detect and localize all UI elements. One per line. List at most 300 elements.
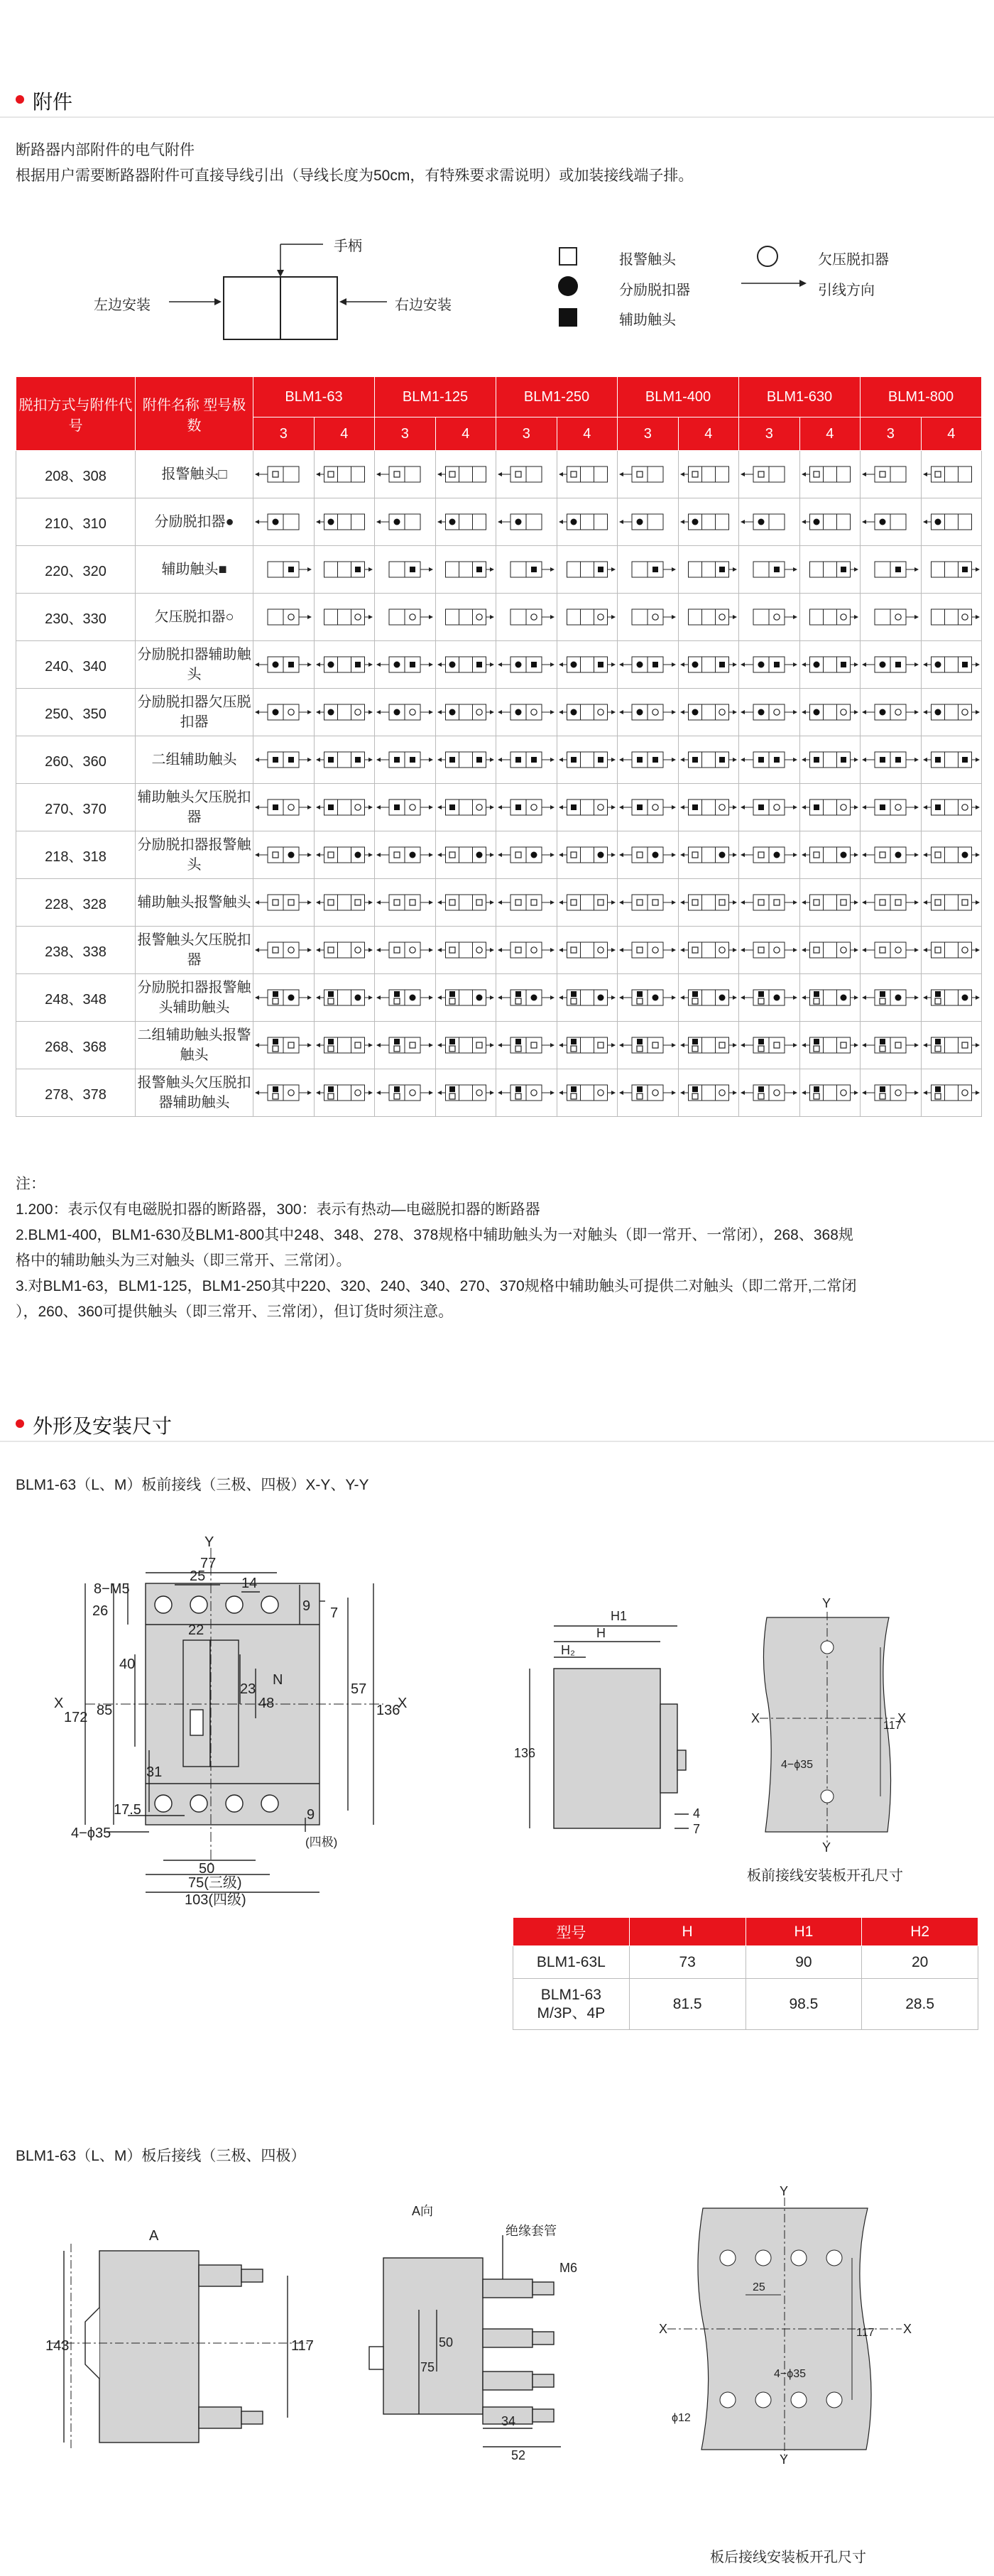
accessory-name: 分励脱扣器欠压脱扣器 xyxy=(136,689,253,736)
aux-alarm-symbol-3p xyxy=(496,879,557,927)
shunt-symbol-3p xyxy=(496,498,557,546)
shunt-under-symbol-3p xyxy=(618,689,679,736)
dim-label: Y xyxy=(204,1534,214,1550)
shunt-alarm-symbol-3p xyxy=(496,831,557,879)
under-symbol-3p xyxy=(618,594,679,641)
aux-under-symbol-3p xyxy=(618,784,679,831)
dim-label: H xyxy=(596,1626,606,1640)
dim-label: 4 xyxy=(693,1806,701,1821)
shunt-alarm-aux-symbol-3p xyxy=(618,974,679,1022)
under-symbol-3p xyxy=(496,594,557,641)
aux-alarm-symbol-3p xyxy=(375,879,436,927)
note-3b: ），260、360可提供触头（即三常开、三常闭），但订货时须注意。 xyxy=(16,1304,454,1320)
alarm-under-symbol-4p xyxy=(799,927,861,974)
shunt-alarm-aux-symbol-4p xyxy=(678,974,739,1022)
two-aux-symbol-3p xyxy=(739,736,800,784)
dim-header: H1 xyxy=(746,1918,862,1946)
handle-label: 手柄 xyxy=(334,239,362,254)
alarm-contact-icon xyxy=(559,247,577,266)
shunt-alarm-symbol-4p xyxy=(314,831,375,879)
dim-label: 172 xyxy=(64,1710,88,1725)
alarm-symbol-4p xyxy=(314,451,375,498)
accessory-code: 210、310 xyxy=(16,498,136,546)
aux-symbol-4p xyxy=(921,546,982,594)
table-row xyxy=(16,927,982,974)
dim-cell: 90 xyxy=(746,1946,862,1979)
divider xyxy=(0,116,994,118)
accessory-name: 报警触头欠压脱扣器辅助触头 xyxy=(136,1069,253,1117)
legend-shunt: 分励脱扣器 xyxy=(619,283,690,298)
alarm-under-aux-symbol-3p xyxy=(861,1069,922,1117)
alarm-under-symbol-4p xyxy=(921,927,982,974)
accessory-name: 分励脱扣器辅助触头 xyxy=(136,641,253,689)
dim-label: 4−ϕ35 xyxy=(781,1759,813,1771)
shunt-aux-symbol-4p xyxy=(314,641,375,689)
table-row xyxy=(16,498,982,546)
shunt-under-symbol-4p xyxy=(921,689,982,736)
dim-label: 75(三级) xyxy=(188,1875,242,1891)
two-aux-alarm-symbol-4p xyxy=(678,1022,739,1069)
dim-label: 26 xyxy=(92,1603,109,1619)
aux-under-symbol-4p xyxy=(314,784,375,831)
bullet-icon xyxy=(16,95,24,104)
dim-label: (四极) xyxy=(305,1835,338,1849)
dim-label: X xyxy=(54,1696,64,1711)
alarm-symbol-3p xyxy=(861,451,922,498)
dim-label: M6 xyxy=(559,2261,578,2275)
dim-label: ϕ12 xyxy=(672,2412,691,2424)
under-symbol-4p xyxy=(314,594,375,641)
two-aux-symbol-4p xyxy=(435,736,496,784)
accessory-name: 二组辅助触头报警触头 xyxy=(136,1022,253,1069)
rear-hole-drawing xyxy=(659,2184,916,2467)
dim-label: 22 xyxy=(188,1622,204,1638)
dim-label: 17.5 xyxy=(114,1802,141,1818)
shunt-alarm-aux-symbol-3p xyxy=(496,974,557,1022)
dim-label: 77 xyxy=(200,1556,217,1571)
two-aux-alarm-symbol-4p xyxy=(557,1022,618,1069)
dim-label: X xyxy=(903,2322,912,2336)
model-header: BLM1-63 xyxy=(253,377,375,417)
accessory-code: 268、368 xyxy=(16,1022,136,1069)
accessory-name: 辅助触头■ xyxy=(136,546,253,594)
under-symbol-3p xyxy=(253,594,315,641)
under-symbol-4p xyxy=(678,594,739,641)
table-row xyxy=(16,689,982,736)
pole-header: 4 xyxy=(557,417,618,451)
shunt-under-symbol-3p xyxy=(375,689,436,736)
divider xyxy=(0,1441,994,1442)
alarm-under-aux-symbol-3p xyxy=(253,1069,315,1117)
two-aux-symbol-4p xyxy=(921,736,982,784)
shunt-aux-symbol-3p xyxy=(375,641,436,689)
undervoltage-release-icon xyxy=(757,246,778,267)
shunt-under-symbol-4p xyxy=(435,689,496,736)
aux-alarm-symbol-4p xyxy=(678,879,739,927)
table-row xyxy=(513,1946,978,1979)
shunt-aux-symbol-4p xyxy=(557,641,618,689)
table-row xyxy=(16,451,982,498)
legend-under: 欠压脱扣器 xyxy=(818,252,889,268)
front-hole-drawing xyxy=(753,1598,923,1853)
dim-label: X xyxy=(398,1696,408,1711)
alarm-under-aux-symbol-4p xyxy=(678,1069,739,1117)
accessory-name: 辅助触头报警触头 xyxy=(136,879,253,927)
shunt-alarm-symbol-3p xyxy=(618,831,679,879)
under-symbol-4p xyxy=(557,594,618,641)
dim-label: 9 xyxy=(307,1807,315,1823)
table-row xyxy=(16,594,982,641)
dim-label: 103(四级) xyxy=(185,1892,246,1908)
two-aux-alarm-symbol-3p xyxy=(496,1022,557,1069)
accessory-name: 分励脱扣器● xyxy=(136,498,253,546)
notes-title: 注： xyxy=(16,1176,45,1192)
aux-symbol-3p xyxy=(496,546,557,594)
alarm-under-symbol-4p xyxy=(678,927,739,974)
legend-direction: 引线方向 xyxy=(818,283,875,298)
alarm-under-aux-symbol-3p xyxy=(739,1069,800,1117)
dim-cell: 81.5 xyxy=(629,1979,746,2030)
aux-under-symbol-3p xyxy=(375,784,436,831)
aux-symbol-4p xyxy=(799,546,861,594)
under-symbol-4p xyxy=(435,594,496,641)
model-header: BLM1-250 xyxy=(496,377,618,417)
accessory-name: 二组辅助触头 xyxy=(136,736,253,784)
two-aux-alarm-symbol-4p xyxy=(799,1022,861,1069)
accessory-name: 报警触头欠压脱扣器 xyxy=(136,927,253,974)
left-install-label: 左边安装 xyxy=(94,298,151,313)
shunt-alarm-aux-symbol-3p xyxy=(253,974,315,1022)
pole-header: 3 xyxy=(739,417,800,451)
header-code: 脱扣方式与附件代号 xyxy=(16,377,136,451)
dim-header: H2 xyxy=(862,1918,978,1946)
intro-line-2: 根据用户需要断路器附件可直接导线引出（导线长度为50cm，有特殊要求需说明）或加装接线端子排。 xyxy=(16,168,694,184)
accessory-code: 228、328 xyxy=(16,879,136,927)
model-header: BLM1-800 xyxy=(861,377,982,417)
table-row xyxy=(16,546,982,594)
two-aux-alarm-symbol-3p xyxy=(739,1022,800,1069)
notes xyxy=(16,1172,988,1325)
shunt-aux-symbol-3p xyxy=(739,641,800,689)
aux-under-symbol-4p xyxy=(678,784,739,831)
install-legend-area xyxy=(0,227,994,362)
two-aux-symbol-3p xyxy=(618,736,679,784)
aux-under-symbol-4p xyxy=(921,784,982,831)
install-position-diagram xyxy=(0,227,540,362)
aux-symbol-3p xyxy=(618,546,679,594)
section-title: 附件 xyxy=(33,91,73,113)
dim-label: 7 xyxy=(330,1605,339,1621)
table-row xyxy=(16,1069,982,1117)
accessory-table xyxy=(16,376,982,1117)
dim-label: 117 xyxy=(856,2327,875,2339)
accessory-name: 报警触头□ xyxy=(136,451,253,498)
two-aux-alarm-symbol-3p xyxy=(618,1022,679,1069)
aux-symbol-3p xyxy=(375,546,436,594)
alarm-symbol-4p xyxy=(921,451,982,498)
dim-label: H₂ xyxy=(561,1643,575,1657)
dim-cell: 98.5 xyxy=(746,1979,862,2030)
aux-alarm-symbol-4p xyxy=(314,879,375,927)
under-symbol-4p xyxy=(799,594,861,641)
dim-label: 25 xyxy=(190,1568,206,1584)
table-row xyxy=(16,784,982,831)
model-header: BLM1-630 xyxy=(739,377,861,417)
shunt-alarm-symbol-4p xyxy=(435,831,496,879)
dim-label: 85 xyxy=(97,1703,113,1718)
alarm-symbol-3p xyxy=(375,451,436,498)
shunt-under-symbol-4p xyxy=(678,689,739,736)
shunt-under-symbol-4p xyxy=(314,689,375,736)
two-aux-alarm-symbol-4p xyxy=(921,1022,982,1069)
aux-under-symbol-3p xyxy=(861,784,922,831)
shunt-symbol-4p xyxy=(799,498,861,546)
dim-label: X xyxy=(897,1711,907,1725)
pole-header: 4 xyxy=(921,417,982,451)
aux-under-symbol-3p xyxy=(253,784,315,831)
aux-alarm-symbol-4p xyxy=(435,879,496,927)
aux-contact-icon xyxy=(559,308,577,327)
accessory-name: 欠压脱扣器○ xyxy=(136,594,253,641)
alarm-under-aux-symbol-4p xyxy=(799,1069,861,1117)
shunt-alarm-symbol-4p xyxy=(921,831,982,879)
shunt-alarm-symbol-3p xyxy=(739,831,800,879)
model-header: BLM1-125 xyxy=(375,377,496,417)
dim-header: 型号 xyxy=(513,1918,630,1946)
shunt-under-symbol-4p xyxy=(799,689,861,736)
pole-header: 3 xyxy=(496,417,557,451)
dim-label: N xyxy=(273,1672,283,1688)
alarm-under-aux-symbol-3p xyxy=(375,1069,436,1117)
dim-label: 48 xyxy=(258,1696,275,1711)
alarm-under-aux-symbol-4p xyxy=(921,1069,982,1117)
alarm-under-symbol-4p xyxy=(557,927,618,974)
dim-label: 136 xyxy=(376,1703,400,1718)
aux-symbol-4p xyxy=(678,546,739,594)
shunt-symbol-3p xyxy=(375,498,436,546)
shunt-release-icon xyxy=(558,276,578,296)
dim-label: 4−ϕ35 xyxy=(774,2368,806,2380)
dim-label: X xyxy=(659,2322,668,2336)
shunt-aux-symbol-3p xyxy=(496,641,557,689)
shunt-under-symbol-3p xyxy=(496,689,557,736)
alarm-under-symbol-3p xyxy=(375,927,436,974)
under-symbol-3p xyxy=(861,594,922,641)
shunt-alarm-aux-symbol-4p xyxy=(921,974,982,1022)
accessory-name: 分励脱扣器报警触头辅助触头 xyxy=(136,974,253,1022)
note-1: 1.200：表示仅有电磁脱扣器的断路器，300：表示有热动—电磁脱扣器的断路器 xyxy=(16,1201,540,1218)
model-header: BLM1-400 xyxy=(618,377,739,417)
front-view-drawing xyxy=(43,1534,440,1938)
pole-header: 4 xyxy=(435,417,496,451)
accessory-name: 辅助触头欠压脱扣器 xyxy=(136,784,253,831)
dim-cell: 73 xyxy=(629,1946,746,1979)
two-aux-symbol-3p xyxy=(496,736,557,784)
aux-symbol-4p xyxy=(314,546,375,594)
front-hole-caption: 板前接线安装板开孔尺寸 xyxy=(747,1868,903,1884)
header-name: 附件名称 型号极数 xyxy=(136,377,253,451)
aux-alarm-symbol-4p xyxy=(799,879,861,927)
dim-label: A向 xyxy=(412,2204,434,2218)
shunt-alarm-aux-symbol-3p xyxy=(739,974,800,1022)
pole-header: 3 xyxy=(375,417,436,451)
dim-label: 25 xyxy=(753,2281,765,2293)
dim-label: 7 xyxy=(693,1822,701,1836)
dim-label: 136 xyxy=(514,1746,536,1760)
shunt-alarm-aux-symbol-4p xyxy=(435,974,496,1022)
right-install-label: 右边安装 xyxy=(395,298,452,313)
under-symbol-3p xyxy=(739,594,800,641)
two-aux-symbol-4p xyxy=(314,736,375,784)
dim-label: 34 xyxy=(501,2414,516,2428)
bullet-icon xyxy=(16,1419,24,1428)
two-aux-alarm-symbol-4p xyxy=(314,1022,375,1069)
dim-label: 40 xyxy=(119,1657,136,1672)
accessory-code: 220、320 xyxy=(16,546,136,594)
dim-label: 52 xyxy=(511,2448,526,2462)
table-row xyxy=(16,879,982,927)
aux-under-symbol-3p xyxy=(739,784,800,831)
shunt-alarm-symbol-4p xyxy=(678,831,739,879)
two-aux-symbol-4p xyxy=(799,736,861,784)
alarm-under-aux-symbol-4p xyxy=(314,1069,375,1117)
pole-header: 3 xyxy=(618,417,679,451)
shunt-alarm-aux-symbol-3p xyxy=(861,974,922,1022)
section-header-dimensions xyxy=(0,1402,994,1445)
dim-cell: BLM1-63L xyxy=(513,1946,630,1979)
alarm-under-symbol-3p xyxy=(739,927,800,974)
alarm-symbol-4p xyxy=(435,451,496,498)
side-view-drawing xyxy=(511,1598,703,1853)
alarm-under-symbol-4p xyxy=(314,927,375,974)
shunt-symbol-4p xyxy=(314,498,375,546)
accessory-code: 260、360 xyxy=(16,736,136,784)
shunt-alarm-aux-symbol-3p xyxy=(375,974,436,1022)
shunt-under-symbol-4p xyxy=(557,689,618,736)
section-title: 外形及安装尺寸 xyxy=(33,1415,173,1437)
aux-under-symbol-3p xyxy=(496,784,557,831)
aux-alarm-symbol-4p xyxy=(921,879,982,927)
alarm-symbol-4p xyxy=(678,451,739,498)
aux-symbol-4p xyxy=(557,546,618,594)
shunt-symbol-4p xyxy=(921,498,982,546)
aux-symbol-3p xyxy=(739,546,800,594)
shunt-alarm-aux-symbol-4p xyxy=(799,974,861,1022)
accessory-code: 240、340 xyxy=(16,641,136,689)
alarm-symbol-3p xyxy=(496,451,557,498)
two-aux-alarm-symbol-3p xyxy=(375,1022,436,1069)
shunt-symbol-3p xyxy=(618,498,679,546)
shunt-symbol-3p xyxy=(253,498,315,546)
pole-header: 3 xyxy=(253,417,315,451)
dim-label: X xyxy=(751,1711,760,1725)
dim-label: 14 xyxy=(241,1576,258,1591)
legend-aux: 辅助触头 xyxy=(619,312,676,328)
alarm-symbol-3p xyxy=(253,451,315,498)
dim-label: H1 xyxy=(611,1609,628,1623)
alarm-under-aux-symbol-3p xyxy=(496,1069,557,1117)
under-symbol-4p xyxy=(921,594,982,641)
dim-cell: BLM1-63 M/3P、4P xyxy=(513,1979,630,2030)
dim-label: Y xyxy=(780,2184,789,2198)
alarm-under-symbol-3p xyxy=(861,927,922,974)
dim-label: Y xyxy=(822,1596,831,1610)
table-row xyxy=(16,831,982,879)
dim-label: 75 xyxy=(420,2360,435,2374)
shunt-symbol-4p xyxy=(557,498,618,546)
dim-label: 143 xyxy=(45,2338,70,2354)
dim-label: 50 xyxy=(199,1861,215,1877)
shunt-aux-symbol-4p xyxy=(921,641,982,689)
alarm-under-symbol-3p xyxy=(618,927,679,974)
dim-label: 31 xyxy=(146,1764,163,1780)
shunt-alarm-aux-symbol-4p xyxy=(557,974,618,1022)
dim-label: 绝缘套管 xyxy=(506,2224,557,2238)
pole-header: 4 xyxy=(314,417,375,451)
dimension-table xyxy=(513,1917,978,2030)
table-row xyxy=(16,641,982,689)
shunt-symbol-4p xyxy=(435,498,496,546)
shunt-alarm-symbol-3p xyxy=(375,831,436,879)
two-aux-symbol-4p xyxy=(678,736,739,784)
shunt-symbol-3p xyxy=(861,498,922,546)
dim-label: 50 xyxy=(439,2335,454,2349)
alarm-under-symbol-3p xyxy=(253,927,315,974)
two-aux-alarm-symbol-4p xyxy=(435,1022,496,1069)
front-wiring-subtitle: BLM1-63（L、M）板前接线（三极、四极）X-Y、Y-Y xyxy=(16,1477,369,1493)
dim-cell: 28.5 xyxy=(862,1979,978,2030)
pole-header: 4 xyxy=(678,417,739,451)
accessory-code: 248、348 xyxy=(16,974,136,1022)
legend-alarm: 报警触头 xyxy=(619,252,676,268)
alarm-symbol-4p xyxy=(799,451,861,498)
dim-header: H xyxy=(629,1918,746,1946)
shunt-alarm-symbol-3p xyxy=(253,831,315,879)
shunt-aux-symbol-4p xyxy=(435,641,496,689)
alarm-under-aux-symbol-3p xyxy=(618,1069,679,1117)
accessory-name: 分励脱扣器报警触头 xyxy=(136,831,253,879)
note-2a: 2.BLM1-400，BLM1-630及BLM1-800其中248、348、278、378规格中辅助触头为一对触头（即一常开、一常闭），268、368规 xyxy=(16,1227,853,1243)
note-2b: 格中的辅助触头为三对触头（即三常开、三常闭）。 xyxy=(16,1252,351,1269)
rear-side-drawing xyxy=(43,2201,327,2464)
two-aux-symbol-4p xyxy=(557,736,618,784)
dim-label: 23 xyxy=(240,1681,256,1697)
accessory-code: 270、370 xyxy=(16,784,136,831)
aux-under-symbol-4p xyxy=(557,784,618,831)
aux-alarm-symbol-3p xyxy=(861,879,922,927)
shunt-symbol-3p xyxy=(739,498,800,546)
alarm-symbol-3p xyxy=(618,451,679,498)
dim-label: 117 xyxy=(883,1720,902,1732)
shunt-aux-symbol-3p xyxy=(861,641,922,689)
aux-alarm-symbol-4p xyxy=(557,879,618,927)
two-aux-symbol-3p xyxy=(253,736,315,784)
note-3a: 3.对BLM1-63，BLM1-125，BLM1-250其中220、320、240、340、270、370规格中辅助触头可提供二对触头（即二常开,二常闭 xyxy=(16,1278,857,1294)
aux-symbol-3p xyxy=(253,546,315,594)
shunt-alarm-symbol-4p xyxy=(799,831,861,879)
aux-under-symbol-4p xyxy=(799,784,861,831)
lead-direction-arrow-icon xyxy=(738,273,809,294)
pole-header: 4 xyxy=(799,417,861,451)
shunt-aux-symbol-4p xyxy=(799,641,861,689)
alarm-under-symbol-3p xyxy=(496,927,557,974)
table-row xyxy=(16,974,982,1022)
table-row xyxy=(16,736,982,784)
rear-hole-caption: 板后接线安装板开孔尺寸 xyxy=(710,2550,866,2565)
shunt-alarm-symbol-4p xyxy=(557,831,618,879)
shunt-symbol-4p xyxy=(678,498,739,546)
dim-label: Y xyxy=(822,1840,831,1855)
